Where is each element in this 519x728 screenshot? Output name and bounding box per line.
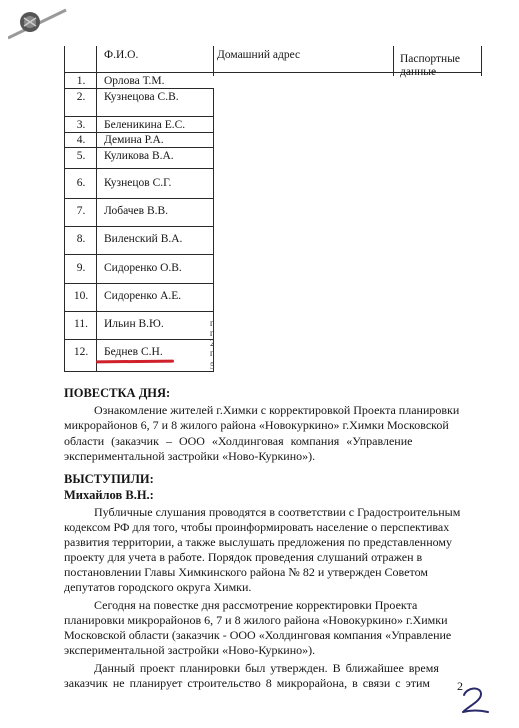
cell-fragment: г bbox=[210, 348, 214, 358]
agenda-line: экспериментальной застройки «Ново-Куркино»). bbox=[64, 449, 316, 463]
row-name: Куликова В.А. bbox=[104, 150, 174, 162]
cell-fragment: 5 bbox=[210, 361, 215, 371]
row-name: Виленский В.А. bbox=[104, 233, 183, 245]
row-number: 6. bbox=[76, 177, 86, 189]
agenda-line: области (заказчик – ООО «Холдинговая компания «Управление bbox=[64, 434, 413, 448]
speech-line: заказчик не планирует строительство 8 микрорайона, в связи с этим bbox=[64, 676, 430, 690]
speech-line: Данный проект планировки был утвержден. В ближайшее время bbox=[94, 661, 439, 675]
row-number: 2. bbox=[76, 91, 86, 103]
speech-line: планировки микрорайонов 6, 7 и 8 жилого района «Новокуркино» г.Химки bbox=[64, 613, 448, 627]
agenda-line: микрорайонов 6, 7 и 8 жилого района «Новокуркино» г.Химки Московской bbox=[64, 418, 449, 432]
row-number: 10. bbox=[73, 290, 89, 302]
row-name: Беднев С.Н. bbox=[104, 346, 163, 358]
row-number: 11. bbox=[74, 318, 88, 330]
row-name: Беленикина Е.С. bbox=[104, 119, 186, 131]
row-number: 9. bbox=[76, 262, 86, 274]
speech-line: Сегодня на повестке дня рассмотрение корректировки Проекта bbox=[94, 598, 418, 612]
row-name: Сидоренко А.Е. bbox=[104, 290, 182, 302]
handwritten-page-number bbox=[455, 683, 495, 717]
row-number: 5. bbox=[76, 150, 86, 162]
cell-fragment: г bbox=[210, 318, 214, 328]
header-home-address: Домашний адрес bbox=[217, 49, 301, 61]
agenda-heading: ПОВЕСТКА ДНЯ: bbox=[64, 386, 171, 400]
row-name: Демина Р.А. bbox=[104, 134, 164, 146]
speech-line: постановлении Главы Химкинского района № 82 и утвержден Советом bbox=[64, 565, 428, 579]
page-number: 2 bbox=[457, 679, 463, 693]
row-name: Ильин В.Ю. bbox=[104, 318, 164, 330]
row-number: 12. bbox=[73, 346, 89, 358]
speech-line: кодексом РФ для того, чтобы проинформировать население о перспективах bbox=[64, 520, 450, 534]
speech-line: Публичные слушания проводятся в соответствии с Градостроительным bbox=[94, 505, 461, 519]
row-number: 1. bbox=[76, 75, 86, 87]
agenda-line: Ознакомление жителей г.Химки с корректировкой Проекта планировки bbox=[94, 403, 460, 417]
row-name: Кузнецова С.В. bbox=[104, 91, 179, 103]
speech-line: Московской области (заказчик - ООО «Холдинговая компания «Управление bbox=[64, 628, 452, 642]
row-number: 4. bbox=[76, 134, 86, 146]
row-number: 8. bbox=[76, 233, 86, 245]
row-name: Кузнецов С.Г. bbox=[104, 177, 172, 189]
cell-fragment: г bbox=[210, 328, 214, 338]
speech-line: депутатов городского округа Химки. bbox=[64, 580, 252, 594]
speech-line: проекту для учета в работе. Порядок проведения слушаний отражен в bbox=[64, 550, 423, 564]
row-name: Сидоренко О.В. bbox=[104, 262, 182, 274]
speech-line: развития территории, а также выслушать предложения по представленному bbox=[64, 535, 453, 549]
speaker-name: Михайлов В.Н.: bbox=[64, 488, 154, 502]
header-fio: Ф.И.О. bbox=[104, 49, 139, 61]
row-name: Орлова Т.М. bbox=[104, 75, 165, 87]
row-name: Лобачев В.В. bbox=[104, 205, 169, 217]
header-passport: Паспортные данные bbox=[400, 53, 461, 78]
binder-stamp-icon bbox=[8, 4, 68, 44]
row-number: 7. bbox=[76, 205, 86, 217]
speakers-heading: ВЫСТУПИЛИ: bbox=[64, 472, 154, 486]
speech-line: экспериментальной застройки «Ново-Куркино»). bbox=[64, 643, 316, 657]
cell-fragment: 2 bbox=[210, 338, 215, 348]
row-number: 3. bbox=[76, 119, 86, 131]
red-underline-mark bbox=[96, 360, 174, 364]
